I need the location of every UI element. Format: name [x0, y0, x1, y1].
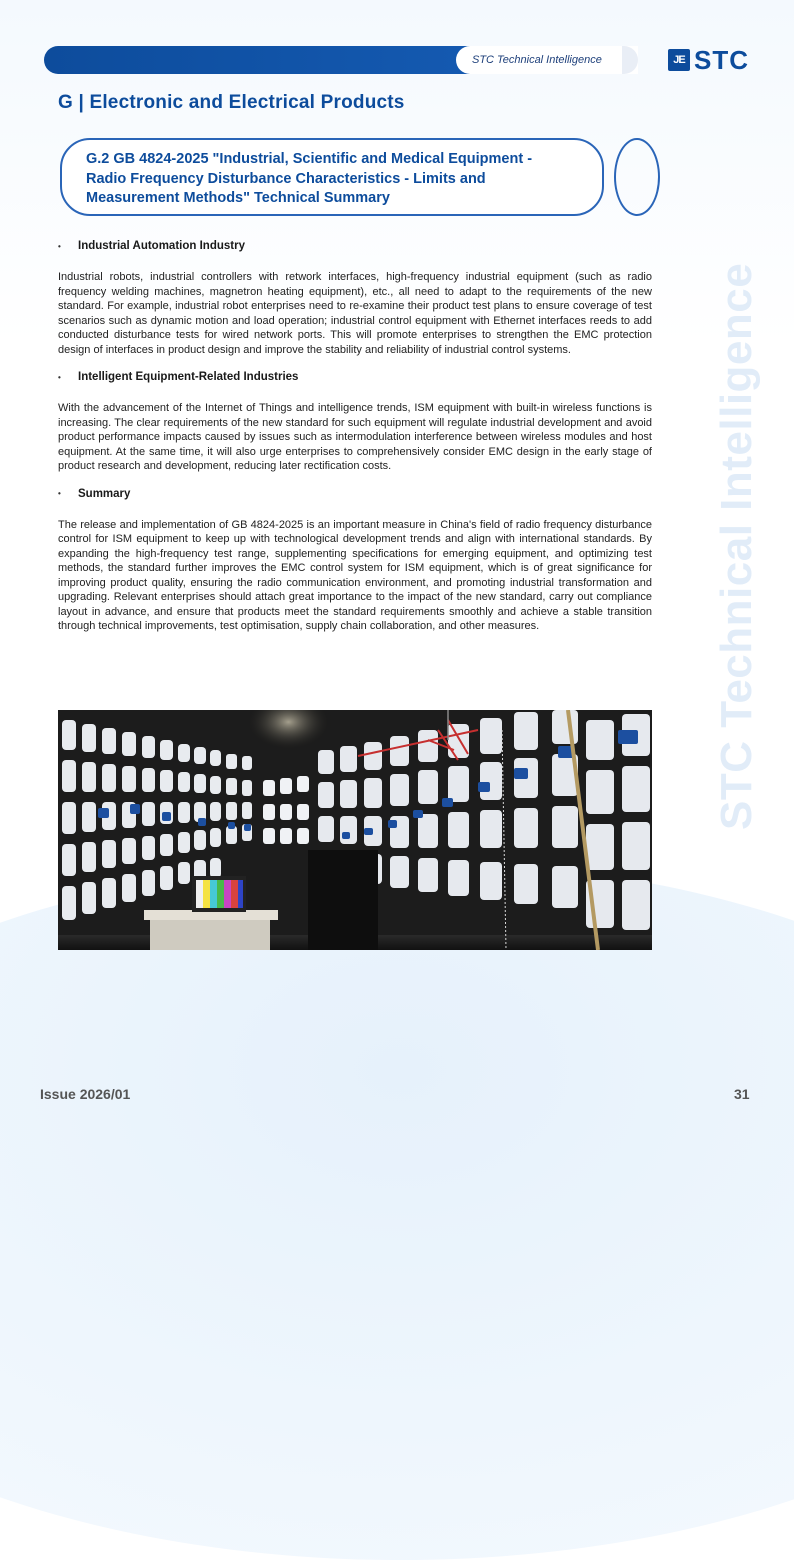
footer-issue: Issue 2026/01 [40, 1086, 131, 1102]
section-heading-intelligent-equipment [58, 371, 652, 383]
section-heading-label: Summary [78, 487, 131, 500]
bullet-icon: • [58, 372, 61, 382]
subtitle-oval-decoration [614, 138, 660, 216]
header-tagline: STC Technical Intelligence [456, 46, 638, 74]
bullet-icon: • [58, 241, 61, 251]
section-paragraph-summary: The release and implementation of GB 4824-2025 is an important measure in China's field of radio frequency disturbance control for ISM equipment to keep up with technological development trends and align with international standards. By expanding the high-frequency test range, supplementing specifications for emerging equipment, and optimizing test methods, the standard further improves the EMC control system for ISM equipment, which is of great significance for improving product quality, ensuring the radio communication environment, and promoting industrial transformation and upgrading. Relevant enterprises should attach great importance to the impact of the new standard, carry out compliance layout in advance, and ensure that products meet the standard requirements smoothly and achieve a stable transition through technical improvements, test optimisation, supply chain collaboration, and other measures. [58, 518, 652, 632]
anechoic-chamber-photo [58, 710, 652, 950]
subtitle [86, 150, 596, 209]
section-title: G | Electronic and Electrical Products [58, 92, 405, 113]
background-wave [0, 860, 794, 1560]
section-heading-label: Intelligent Equipment-Related Industries [78, 371, 299, 383]
subtitle-line-1: G.2 GB 4824-2025 "Industrial, Scientific and Medical Equipment - [86, 151, 533, 167]
section-paragraph-intelligent-equipment: With the advancement of the Internet of Things and intelligence trends, ISM equipment with built-in wireless functions is increasing. The clear requirements of the new standard for such equipment will regulate industrial development and avoid product performance impacts caused by issues such as intermodulation interference between wireless modules and host equipment. At the same time, it will also urge enterprises to comprehensively consider EMC design in the early stage of product research and development, reducing later rectification costs. [58, 402, 652, 472]
logo-mark-icon: JE [668, 49, 690, 71]
section-paragraph-industrial-automation: Industrial robots, industrial controllers with retwork interfaces, high-frequency industrial equipment (such as radio frequency welding machines, magnetron heating equipment), etc., all need to adapt to the requirements of the new standard. For example, industrial robot enterprises need to re-examine their product test plans to ensure coverage of test scenarios such as dynamic motion and load operation; industrial control equipment with Ethernet interfaces reeds to add conducted disturbance tests for wired network ports. This will promote enterprises to strengthen the EMC protection design of interfaces in product design and improve the stability and reliability of industrial control systems. [58, 271, 652, 356]
bullet-icon: • [58, 489, 61, 498]
article-body [58, 240, 652, 648]
subtitle-line-3: Measurement Methods" Technical Summary [86, 190, 390, 206]
section-heading-summary [58, 488, 652, 500]
logo-text: STC [694, 45, 749, 75]
subtitle-line-2: Radio Frequency Disturbance Characteristics - Limits and [86, 170, 486, 187]
side-watermark: STC Technical Intelligence [712, 262, 761, 830]
section-heading-industrial-automation [58, 240, 652, 252]
stc-logo [668, 47, 749, 73]
section-heading-label: Industrial Automation Industry [78, 240, 245, 252]
footer-page-number: 31 [734, 1086, 750, 1102]
